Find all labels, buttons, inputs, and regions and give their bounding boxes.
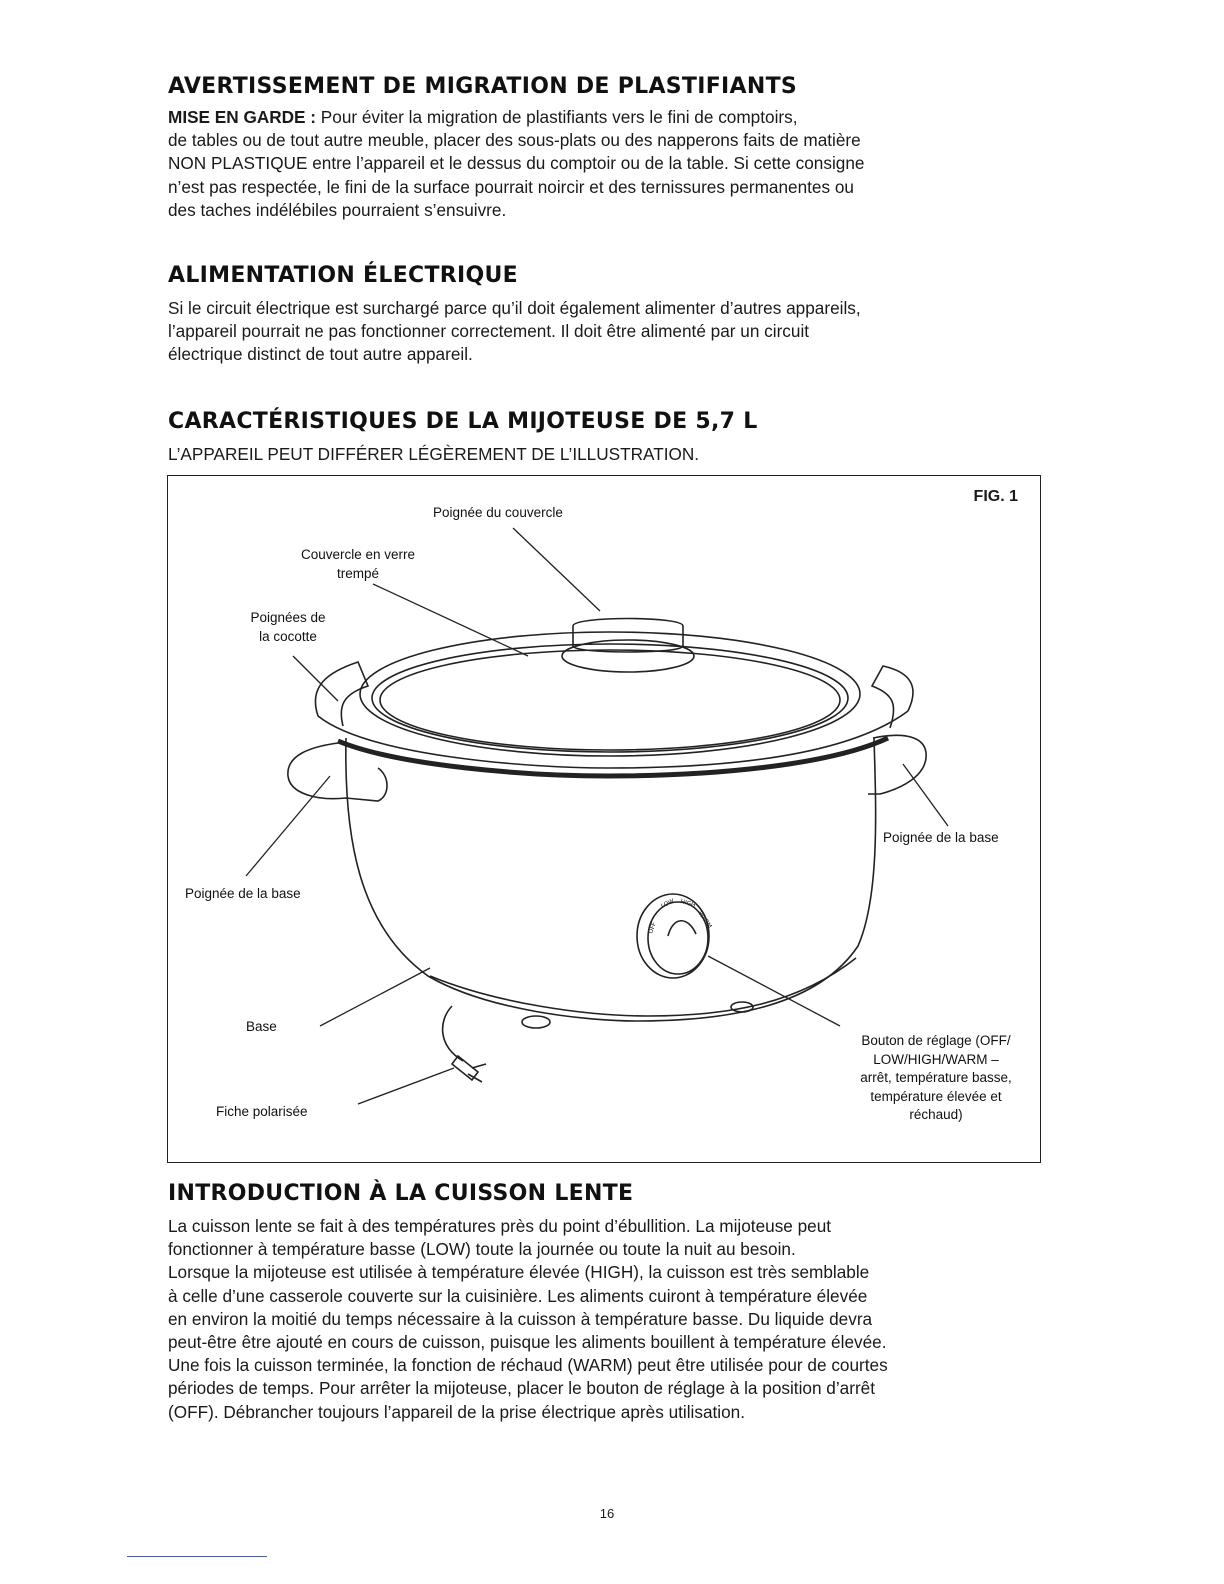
caution-lead: MISE EN GARDE : xyxy=(168,107,317,127)
power-supply-text xyxy=(168,297,1048,367)
glass-lid-inner2 xyxy=(380,650,840,750)
label-line: température élevée et xyxy=(870,1088,1002,1104)
leader-glass-lid xyxy=(373,584,528,656)
text-line: l’appareil pourrait ne pas fonctionner correctement. Il doit être alimenté par un circuit xyxy=(168,321,810,342)
text-line: électrique distinct de tout autre appareil. xyxy=(168,344,473,365)
label-control-knob xyxy=(836,1032,1036,1125)
label-base: Base xyxy=(246,1019,277,1034)
heading-power-supply: ALIMENTATION ÉLECTRIQUE xyxy=(168,263,518,288)
text-line: (OFF). Débrancher toujours l’appareil de la prise électrique après utilisation. xyxy=(168,1401,746,1422)
features-subtitle: L’APPAREIL PEUT DIFFÉRER LÉGÈREMENT DE L’ILLUSTRATION. xyxy=(168,444,700,464)
lid-knob xyxy=(573,619,683,653)
label-pot-handles xyxy=(228,609,348,646)
knob-mark-high: HIGH xyxy=(679,898,697,909)
glass-lid-inner xyxy=(372,644,848,752)
plug-prong-1 xyxy=(472,1064,486,1068)
pot-rim xyxy=(338,738,888,776)
figure-slow-cooker xyxy=(167,475,1041,1163)
text-line: à celle d’une casserole couverte sur la cuisinière. Les aliments cuiront à température élevée xyxy=(168,1285,868,1306)
text-line: Une fois la cuisson terminée, la fonction de réchaud (WARM) peut être utilisée pour de courtes xyxy=(168,1355,888,1376)
heading-plasticizer-warning: AVERTISSEMENT DE MIGRATION DE PLASTIFIANTS xyxy=(168,74,798,99)
text-line: périodes de temps. Pour arrêter la mijoteuse, placer le bouton de réglage à la position d’arrêt xyxy=(168,1378,876,1399)
label-base-handle-left: Poignée de la base xyxy=(185,886,301,901)
leader-plug xyxy=(358,1068,454,1104)
heading-features: CARACTÉRISTIQUES DE LA MIJOTEUSE DE 5,7 L xyxy=(168,409,758,434)
foot-left xyxy=(522,1016,550,1028)
text-line: Lorsque la mijoteuse est utilisée à température élevée (HIGH), la cuisson est très semblable xyxy=(168,1262,870,1283)
label-glass-lid xyxy=(288,546,428,583)
leader-base-handle-right xyxy=(903,764,948,826)
heading-slow-cooking-intro: INTRODUCTION À LA CUISSON LENTE xyxy=(168,1181,634,1206)
pot-handle-right xyxy=(872,666,913,728)
label-line: Bouton de réglage (OFF/ xyxy=(861,1033,1011,1048)
text-line: des taches indélébiles pourraient s’ensuivre. xyxy=(168,199,507,220)
label-line: LOW/HIGH/WARM – xyxy=(873,1051,999,1067)
knob-mark-off: OFF xyxy=(647,921,658,935)
bottom-rule xyxy=(127,1556,267,1557)
label-line: réchaud) xyxy=(909,1107,963,1122)
text-line: Si le circuit électrique est surchargé parce qu’il doit également alimenter d’autres appareils, xyxy=(168,298,861,318)
label-line: trempé xyxy=(336,565,380,581)
text-line: fonctionner à température basse (LOW) toute la journée ou toute la nuit au besoin. xyxy=(168,1239,796,1260)
figure-number: FIG. 1 xyxy=(973,488,1018,505)
label-line: Poignées de xyxy=(250,610,326,625)
text-line: n’est pas respectée, le fini de la surface pourrait noircir et des ternissures permanentes ou xyxy=(168,176,854,197)
slow-cooking-intro-text xyxy=(168,1215,1048,1424)
text-line: La cuisson lente se fait à des températures près du point d’ébullition. La mijoteuse peut xyxy=(168,1216,832,1236)
label-line: la cocotte xyxy=(259,628,317,644)
knob-mark-warm: WARM xyxy=(696,910,714,930)
label-line: arrêt, température basse, xyxy=(860,1070,1012,1085)
power-cord xyxy=(443,1006,463,1061)
leader-base-handle-left xyxy=(246,776,330,876)
text-line: en environ la moitié du temps nécessaire à la cuisson à température basse. Du liquide devra xyxy=(168,1308,873,1329)
base-bottom xyxy=(430,958,856,1016)
base-body xyxy=(346,738,876,1021)
plasticizer-warning-text xyxy=(168,106,1048,222)
knob-grip xyxy=(668,921,696,936)
label-base-handle-right: Poignée de la base xyxy=(883,830,999,845)
label-plug: Fiche polarisée xyxy=(216,1104,308,1119)
leader-knob xyxy=(708,956,840,1026)
knob-mark-low: LOW xyxy=(659,897,676,910)
label-line: Couvercle en verre xyxy=(300,547,416,562)
text-line: NON PLASTIQUE entre l’appareil et le dessus du comptoir ou de la table. Si cette consigne xyxy=(168,153,865,174)
text-line: peut-être être ajouté en cours de cuisson, puisque les aliments bouillent à température élevée. xyxy=(168,1332,887,1353)
label-lid-handle: Poignée du couvercle xyxy=(433,505,563,520)
leader-lid-handle xyxy=(513,528,600,611)
page-number: 16 xyxy=(599,1506,615,1521)
leader-base xyxy=(320,968,430,1026)
text-line: de tables ou de tout autre meuble, placer des sous-plats ou des napperons faits de matière xyxy=(168,130,861,151)
text-line: Pour éviter la migration de plastifiants vers le fini de comptoirs, xyxy=(316,107,798,127)
